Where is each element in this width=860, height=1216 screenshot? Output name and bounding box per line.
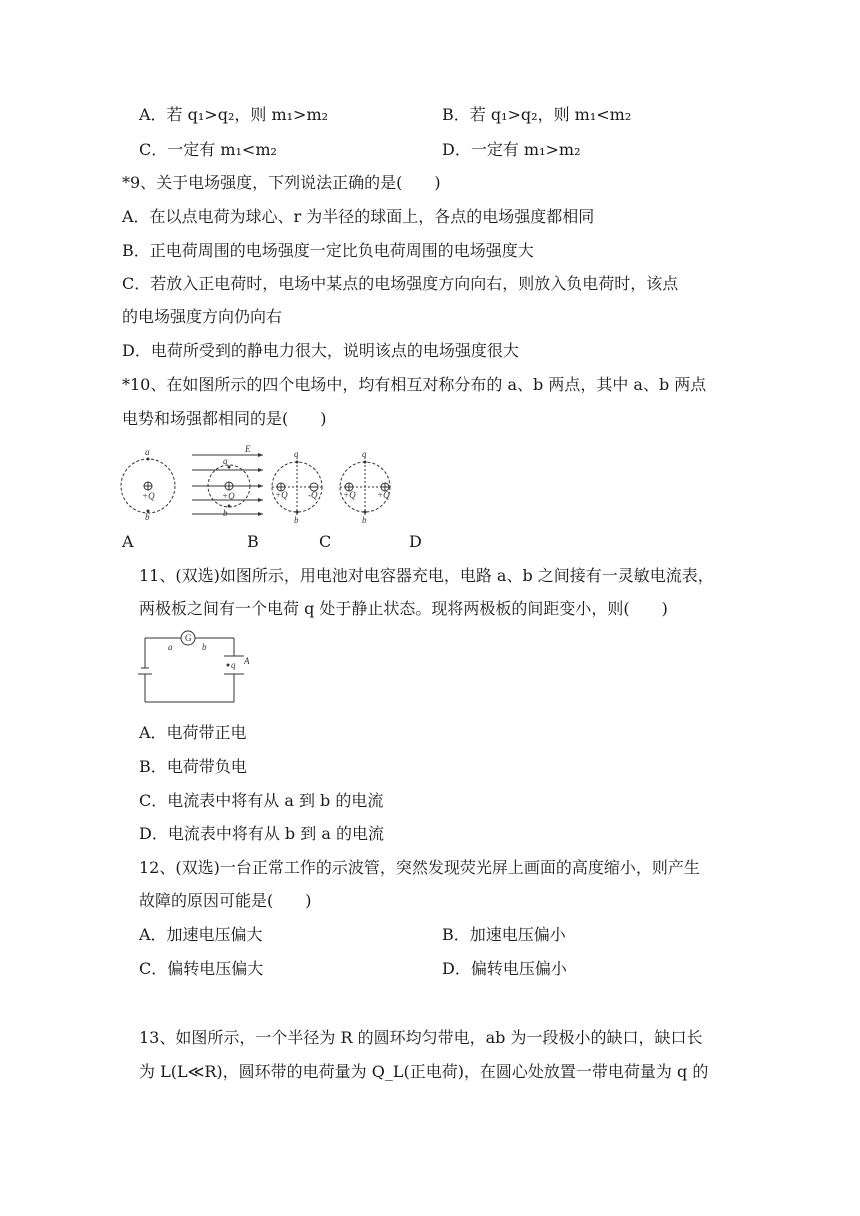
svg-text:G: G: [185, 633, 192, 643]
q9-option-b: B．正电荷周围的电场强度一定比负电荷周围的电场强度大: [122, 241, 534, 260]
svg-text:b: b: [223, 508, 228, 518]
svg-text:a: a: [362, 449, 367, 459]
svg-text:a: a: [168, 642, 173, 652]
q11-stem-line2: 两极板之间有一个电荷 q 处于静止状态。现将两极板的间距变小，则( ): [139, 599, 668, 618]
q12-option-a: A．加速电压偏大: [139, 925, 263, 944]
q9-option-c-line1: C．若放入正电荷时，电场中某点的电场强度方向向右，则放入负电荷时，该点: [122, 274, 679, 293]
q8-option-d: D．一定有 m₁>m₂: [442, 140, 581, 159]
q11-stem-line1: 11、(双选)如图所示，用电池对电容器充电，电路 a、b 之间接有一灵敏电流表，: [139, 566, 714, 585]
q8-option-c: C．一定有 m₁<m₂: [139, 140, 277, 159]
svg-text:-Q: -Q: [308, 490, 318, 500]
svg-text:a: a: [223, 456, 228, 466]
q13-stem-line2: 为 L(L≪R)，圆环带的电荷量为 Q_L(正电荷)，在圆心处放置一带电荷量为 q 的: [139, 1062, 709, 1081]
q9-option-d: D．电荷所受到的静电力很大，说明该点的电场强度很大: [122, 341, 519, 360]
svg-text:+Q: +Q: [222, 491, 235, 501]
q10-figure-label-b: B: [247, 532, 259, 551]
svg-text:+Q: +Q: [275, 490, 288, 500]
q10-stem-line1: *10、在如图所示的四个电场中，均有相互对称分布的 a、b 两点，其中 a、b 两点: [122, 375, 707, 394]
q10-stem-line2: 电势和场强都相同的是( ): [122, 409, 327, 428]
svg-text:b: b: [362, 515, 367, 525]
q10-figure: [115, 440, 415, 525]
q11-circuit-figure: [138, 628, 258, 708]
svg-text:a: a: [294, 449, 299, 459]
q10-figure-label-a: A: [122, 532, 134, 551]
q8-option-b: B．若 q₁>q₂，则 m₁<m₂: [442, 105, 632, 124]
q8-option-a: A．若 q₁>q₂，则 m₁>m₂: [139, 105, 329, 124]
svg-text:+Q: +Q: [142, 491, 155, 501]
q10-figure-label-c: C: [319, 532, 332, 551]
q10-figure-label-d: D: [409, 532, 422, 551]
q9-option-a: A．在以点电荷为球心、r 为半径的球面上，各点的电场强度都相同: [122, 207, 595, 226]
svg-text:b: b: [294, 515, 299, 525]
q9-option-c-line2: 的电场强度方向仍向右: [122, 307, 283, 326]
q12-option-b: B．加速电压偏小: [442, 925, 566, 944]
svg-text:+Q: +Q: [377, 490, 390, 500]
q11-option-c: C．电流表中将有从 a 到 b 的电流: [139, 791, 384, 810]
svg-text:+Q: +Q: [343, 490, 356, 500]
svg-text:q: q: [231, 660, 236, 670]
q12-option-c: C．偏转电压偏大: [139, 959, 264, 978]
q13-stem-line1: 13、如图所示，一个半径为 R 的圆环均匀带电，ab 为一段极小的缺口，缺口长: [139, 1028, 703, 1047]
q9-stem: *9、关于电场强度，下列说法正确的是( ): [122, 173, 441, 192]
q11-option-a: A．电荷带正电: [139, 723, 247, 742]
q12-stem-line2: 故障的原因可能是( ): [139, 891, 312, 910]
q12-option-d: D．偏转电压偏小: [442, 959, 567, 978]
svg-text:E: E: [245, 444, 251, 454]
svg-text:a: a: [145, 447, 150, 457]
svg-text:b: b: [202, 642, 207, 652]
svg-text:A: A: [244, 656, 250, 666]
q11-option-d: D．电流表中将有从 b 到 a 的电流: [139, 824, 384, 843]
svg-text:b: b: [145, 512, 150, 522]
q12-stem-line1: 12、(双选)一台正常工作的示波管，突然发现荧光屏上画面的高度缩小，则产生: [139, 858, 700, 877]
q11-option-b: B．电荷带负电: [139, 757, 247, 776]
